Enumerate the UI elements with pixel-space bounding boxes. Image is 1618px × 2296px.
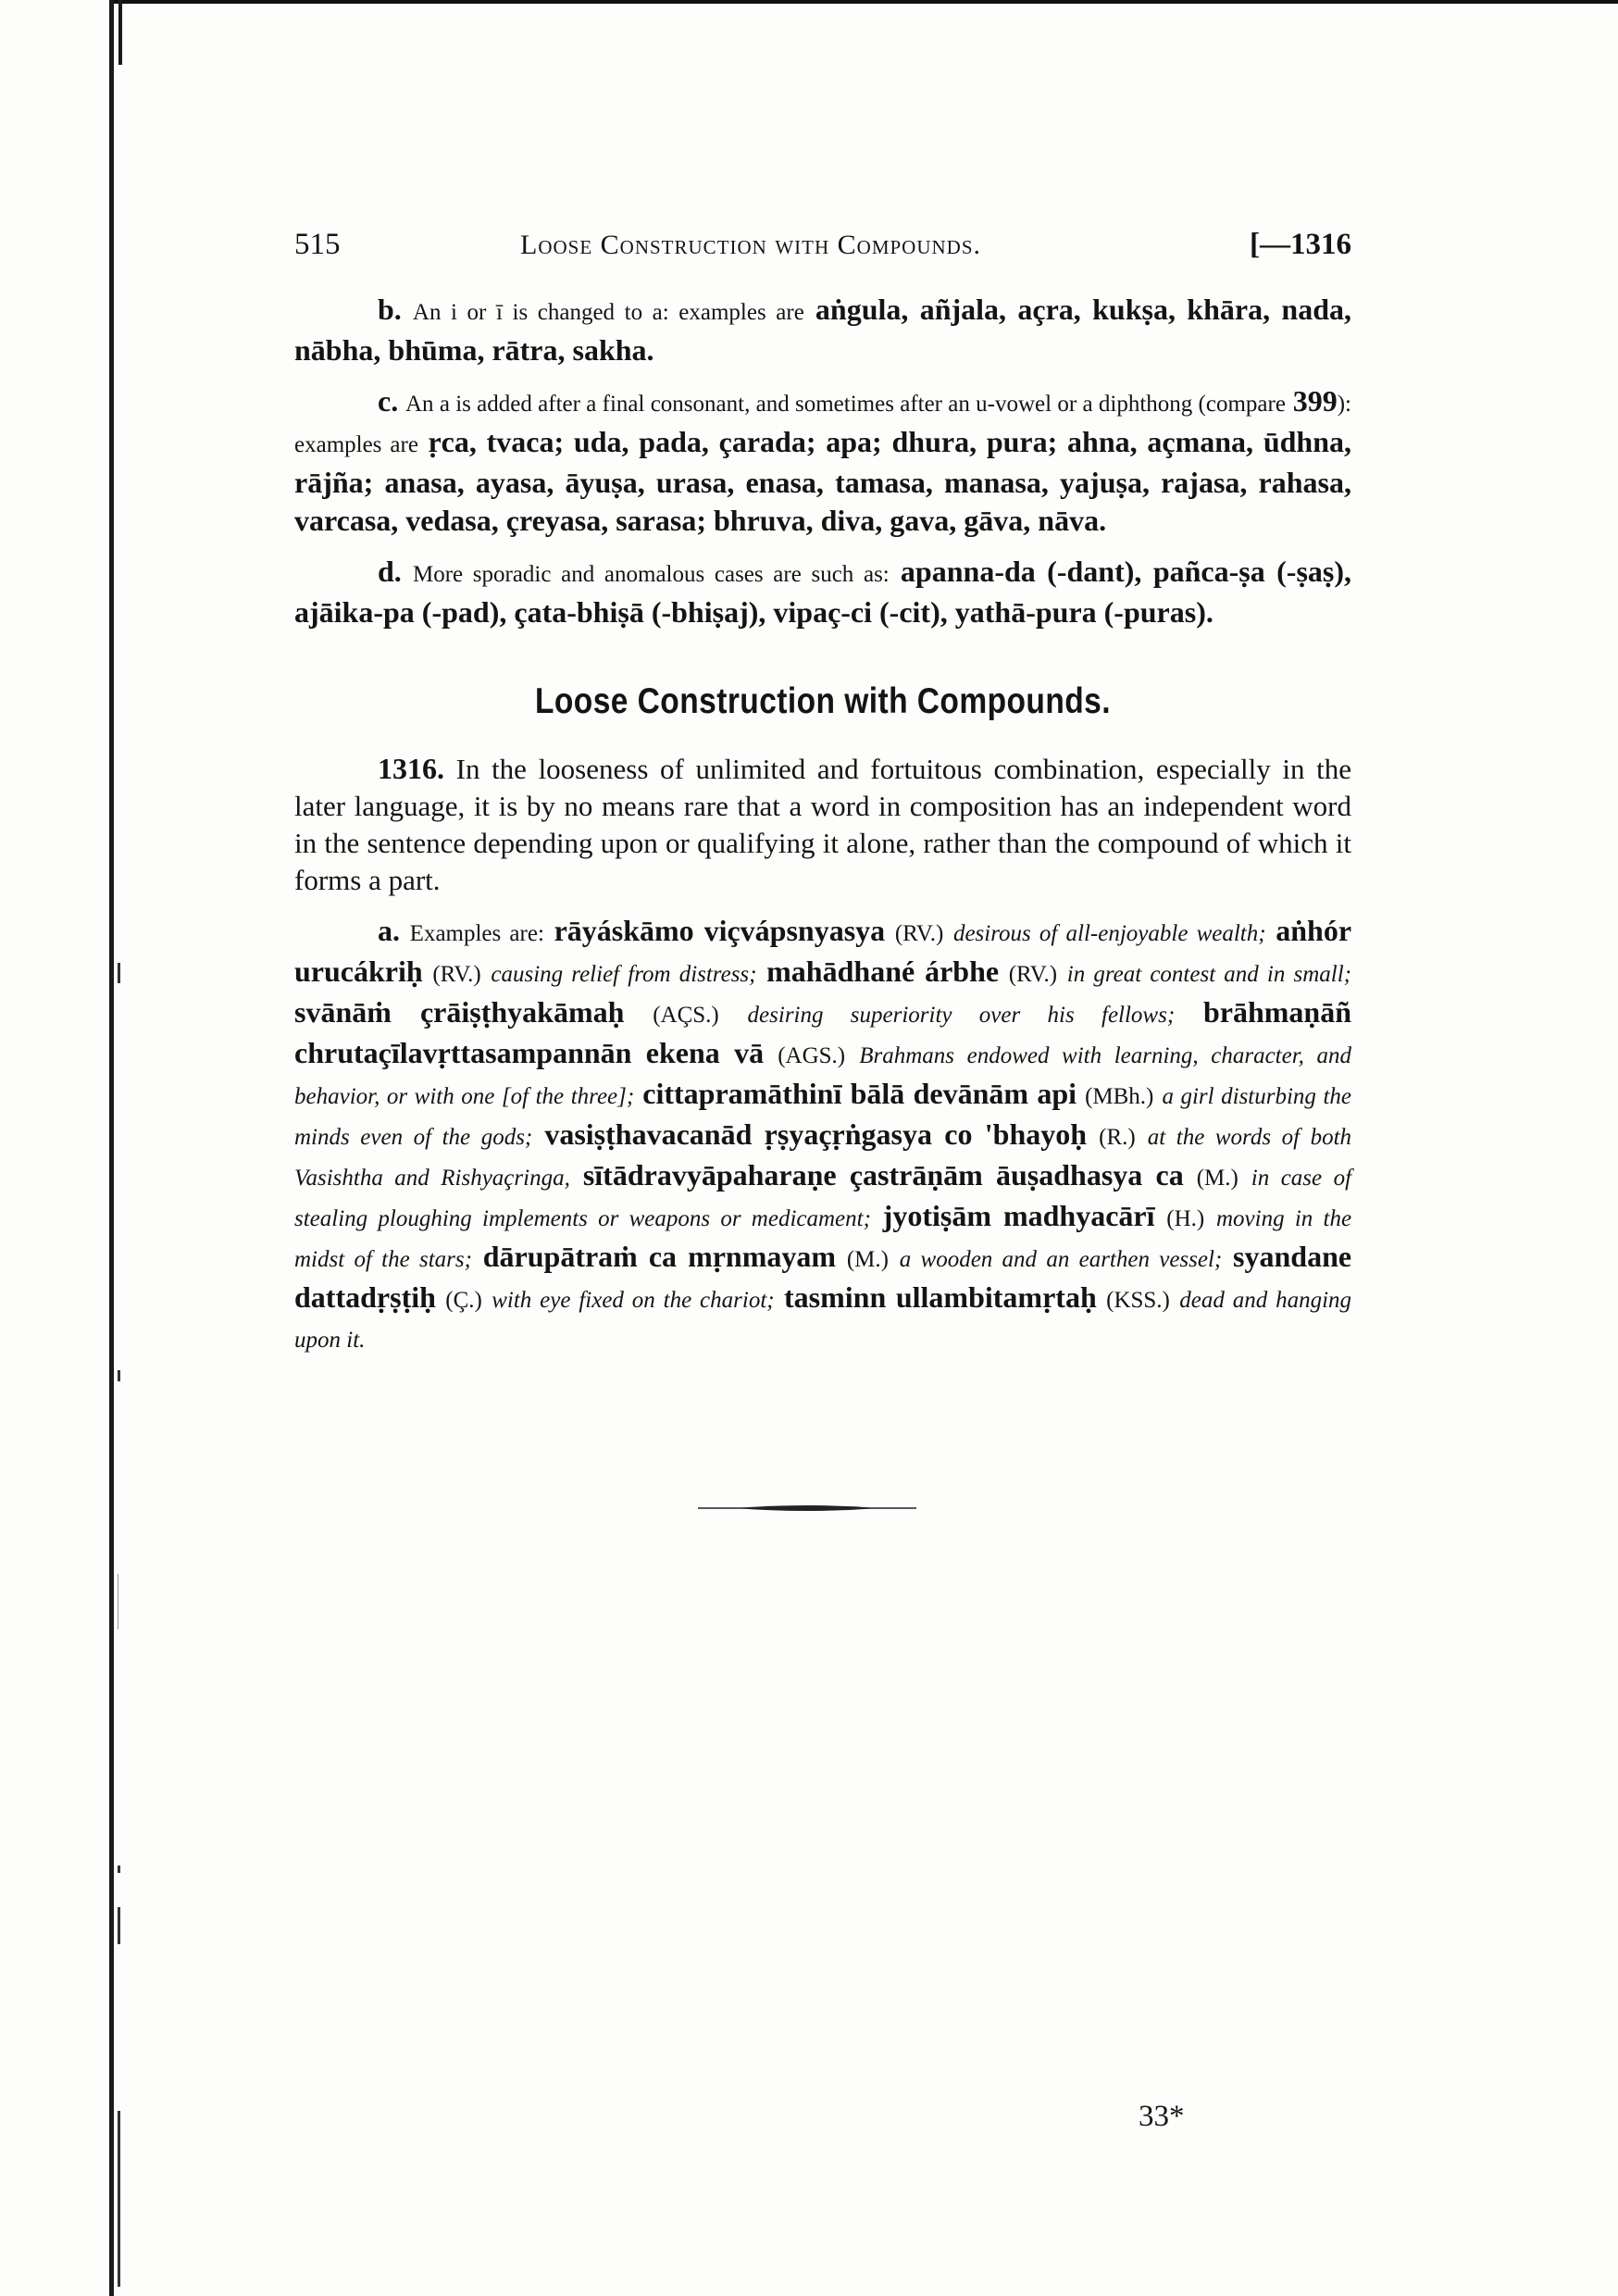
- section-title: Loose Construction with Compounds.: [534, 681, 1112, 721]
- paragraph-1316: 1316. In the looseness of unlimited and fortuitous combination, especially in the later language, it is by no means rare that a word in composition has an independent word in the sentence depending upon or qualifying it alone, rather than the compound of which it forms a part.: [294, 752, 1351, 896]
- paragraph-a-examples: a. Examples are: rāyáskāmo viçvápsnyasya (RV.) desirous of all-enjoyable wealth; aṅhór urucákriḥ (RV.) causing relief from distress; mahādhané árbhe (RV.) in great contest and in small; svānāṁ çrāiṣṭhyakāmaḥ (AÇS.) desiring superiority over his fellows; brāhmaṇāñ chrutaçīlavṛttasampannān ekena vā (AGS.) Brahmans endowed with learning, character, and behavior, or with one [of the three]; cittapramāthinī bālā devānām api (MBh.) a girl disturbing the minds even of the gods; vasiṣṭhavacanād ṛṣyaçṛṅgasya co 'bhayoḥ (R.) at the words of both Vasishtha and Rishyaçringa, sītādravyāpaharaṇe çastrāṇām āuṣadhasya ca (M.) in case of stealing ploughing implements or weapons or medicament; jyotiṣām madhyacārī (H.) moving in the midst of the stars; dārupātraṁ ca mṛnmayam (M.) a wooden and an earthen vessel; syandane dattadṛṣṭiḥ (Ç.) with eye fixed on the chariot; tasminn ullambitamṛtaḥ (KSS.) dead and hanging upon it.: [294, 914, 1352, 1353]
- example-item: mahādhané árbhe (RV.) in great contest and in small;: [766, 955, 1351, 988]
- running-title: Loose Construction with Compounds.: [520, 230, 982, 260]
- margin-marks: [115, 0, 133, 2296]
- page-content: [294, 215, 1351, 1359]
- binding-edge: [109, 0, 114, 2296]
- example-item: sītādravyāpaharaṇe çastrāṇām āuṣadhasya ca (M.) in case of stealing ploughing implements or weapons or medicament;: [294, 1158, 1352, 1231]
- section-end-ornament: [698, 1504, 916, 1513]
- example-item: brāhmaṇāñ chrutaçīlavṛttasampannān ekena vā (AGS.) Brahmans endowed with learning, character, and behavior, or with one [of the three];: [294, 995, 1352, 1109]
- example-item: dārupātraṁ ca mṛnmayam (M.) a wooden and an earthen vessel;: [482, 1240, 1223, 1273]
- example-item: syandane dattadṛṣṭiḥ (Ç.) with eye fixed on the chariot;: [294, 1240, 1352, 1314]
- example-item: vasiṣṭhavacanād ṛṣyaçṛṅgasya co 'bhayoḥ (R.) at the words of both Vasishtha and Rishyaçringa,: [294, 1117, 1352, 1191]
- example-item: rāyáskāmo viçvápsnyasya (RV.) desirous of all-enjoyable wealth;: [554, 914, 1266, 947]
- signature-mark: 33*: [1139, 2100, 1185, 2133]
- section-reference: [—1316: [1250, 228, 1351, 261]
- paragraph-b: b. An i or ī is changed to a: examples are aṅgula, añjala, açra, kukṣa, khāra, nada, nābha, bhūma, rātra, sakha.: [294, 293, 1352, 367]
- paragraph-c: c. An a is added after a final consonant, and sometimes after an u-vowel or a diphthong (compare 399): examples are ṛca, tvaca; uda, pada, çarada; apa; dhura, pura; ahna, açmana, ūdhna, rājña; anasa, ayasa, āyuṣa, urasa, enasa, tamasa, manasa, yajuṣa, rajasa, rahasa, varcasa, vedasa, çreyasa, sarasa; bhruva, diva, gava, gāva, nāva.: [294, 384, 1352, 537]
- example-item: jyotiṣām madhyacārī (H.) moving in the midst of the stars;: [294, 1199, 1352, 1272]
- example-item: cittapramāthinī bālā devānām api (MBh.) a girl disturbing the minds even of the gods;: [294, 1077, 1352, 1150]
- example-item: aṅhór urucákriḥ (RV.) causing relief from distress;: [294, 914, 1352, 988]
- scan-top-edge: [111, 0, 1618, 4]
- page-number: 515: [294, 228, 341, 261]
- example-item: tasminn ullambitamṛtaḥ (KSS.) dead and hanging upon it.: [294, 1280, 1352, 1353]
- paragraph-d: d. More sporadic and anomalous cases are such as: apanna-da (-dant), pañca-ṣa (-ṣaṣ), ajāika-pa (-pad), çata-bhiṣā (-bhiṣaj), vipaç-ci (-cit), yathā-pura (-puras).: [294, 555, 1352, 629]
- running-header: [294, 215, 1351, 270]
- example-item: svānāṁ çrāiṣṭhyakāmaḥ (AÇS.) desiring superiority over his fellows;: [294, 995, 1176, 1029]
